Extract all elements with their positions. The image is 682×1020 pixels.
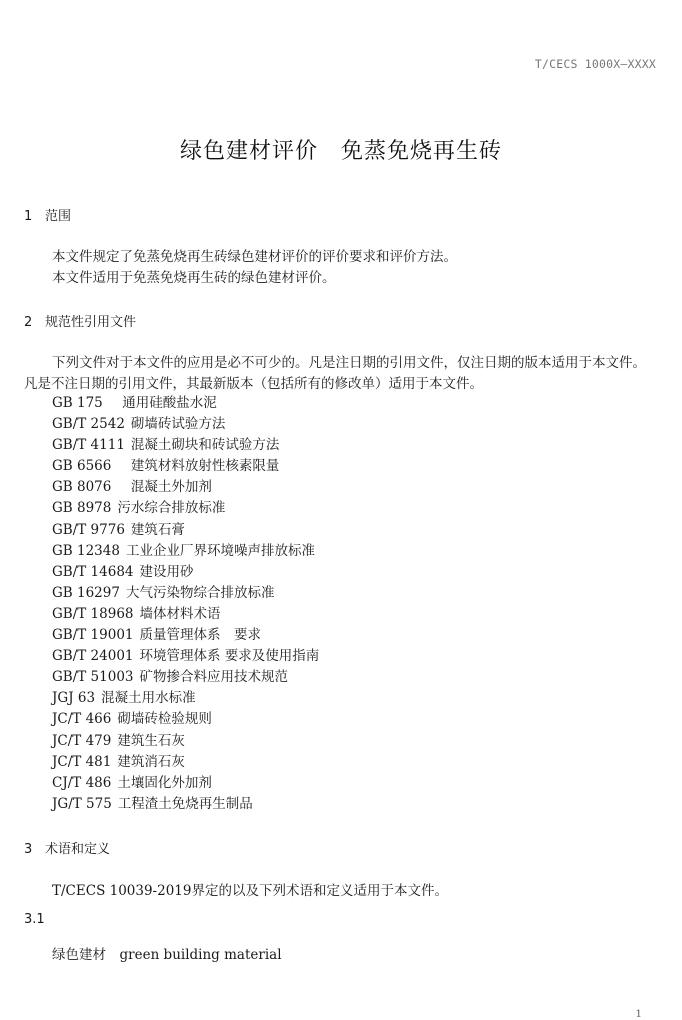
reference-code: GB 16297 xyxy=(52,584,120,601)
reference-code: GB/T 4111 xyxy=(52,437,125,454)
reference-title: 大气污染物综合排放标准 xyxy=(125,584,275,601)
reference-title: 混凝土用水标准 xyxy=(101,690,196,707)
reference-code: JGJ 63 xyxy=(52,690,96,707)
reference-code: JC/T 481 xyxy=(52,753,112,770)
reference-item xyxy=(52,435,319,456)
reference-title: 建设用砂 xyxy=(139,563,194,580)
reference-item xyxy=(52,667,319,688)
reference-code: JG/T 575 xyxy=(52,795,112,812)
section-1-heading xyxy=(24,205,71,224)
reference-title: 污水综合排放标准 xyxy=(117,500,226,517)
reference-item xyxy=(52,414,319,435)
reference-title: 矿物掺合料应用技术规范 xyxy=(139,669,288,686)
section-title: 规范性引用文件 xyxy=(45,315,137,330)
scope-paragraph: 本文件规定了免蒸免烧再生砖绿色建材评价的评价要求和评价方法。 xyxy=(52,249,457,265)
reference-code: GB/T 18968 xyxy=(52,605,134,622)
reference-code: GB/T 9776 xyxy=(52,521,125,538)
scope-paragraph: 本文件适用于免蒸免烧再生砖的绿色建材评价。 xyxy=(52,270,336,286)
reference-item xyxy=(52,583,319,604)
reference-item xyxy=(52,773,319,794)
reference-title: 墙体材料术语 xyxy=(139,605,221,622)
reference-code: GB/T 14684 xyxy=(52,563,134,580)
reference-item xyxy=(52,709,319,730)
section-3-heading xyxy=(24,838,110,857)
reference-code: GB 175 xyxy=(52,395,103,411)
reference-item xyxy=(52,752,319,773)
terms-intro-paragraph: T/CECS 10039-2019界定的以及下列术语和定义适用于本文件。 xyxy=(52,883,448,899)
page-number: 1 xyxy=(635,1008,642,1020)
section-number: 2 xyxy=(24,315,33,330)
reference-item xyxy=(52,477,319,498)
reference-code: GB/T 51003 xyxy=(52,669,134,686)
reference-title: 混凝土砌块和砖试验方法 xyxy=(130,437,280,454)
reference-title: 建筑石膏 xyxy=(130,521,185,538)
reference-item xyxy=(52,604,319,625)
reference-title: 建筑消石灰 xyxy=(117,753,185,770)
reference-item xyxy=(52,688,319,709)
reference-code: JC/T 479 xyxy=(52,732,112,749)
reference-title: 工业企业厂界环境噪声排放标准 xyxy=(125,542,315,559)
subclause-number: 3.1 xyxy=(24,912,45,927)
reference-title: 混凝土外加剂 xyxy=(117,479,212,496)
reference-item xyxy=(52,456,319,477)
reference-code: GB/T 2542 xyxy=(52,416,125,433)
reference-code: GB 8978 xyxy=(52,500,112,517)
section-number: 3 xyxy=(24,842,33,857)
reference-title: 砌墙砖试验方法 xyxy=(130,416,226,433)
document-title: 绿色建材评价 免蒸免烧再生砖 xyxy=(179,139,502,164)
reference-code: GB/T 19001 xyxy=(52,627,134,644)
normative-intro-line-1: 下列文件对于本文件的应用是必不可少的。凡是注日期的引用文件，仅注日期的版本适用于本文件。 xyxy=(52,355,646,371)
reference-code: GB 8076 xyxy=(52,479,112,496)
subclause-3-1-heading xyxy=(24,912,45,927)
reference-title: 土壤固化外加剂 xyxy=(117,774,212,791)
term-entry: 绿色建材 green building material xyxy=(52,947,282,963)
reference-item xyxy=(52,646,319,667)
reference-code: GB 12348 xyxy=(52,542,120,559)
reference-item xyxy=(52,794,319,815)
reference-item xyxy=(52,393,319,414)
reference-item xyxy=(52,520,319,541)
reference-item xyxy=(52,731,319,752)
reference-list xyxy=(52,393,319,815)
reference-code: GB 6566 xyxy=(52,458,112,475)
normative-intro-line-2: 凡是不注日期的引用文件，其最新版本（包括所有的修改单）适用于本文件。 xyxy=(24,376,483,392)
reference-code: CJ/T 486 xyxy=(52,774,112,791)
reference-code: GB/T 24001 xyxy=(52,648,134,665)
document-code-header: T/CECS 1000X—XXXX xyxy=(534,57,656,71)
section-number: 1 xyxy=(24,209,33,224)
section-2-heading xyxy=(24,311,136,330)
reference-item xyxy=(52,562,319,583)
reference-title: 建筑材料放射性核素限量 xyxy=(117,458,280,475)
reference-item xyxy=(52,541,319,562)
reference-title: 工程渣土免烧再生制品 xyxy=(117,795,253,812)
reference-item xyxy=(52,498,319,519)
section-title: 范围 xyxy=(45,209,72,224)
reference-title: 通用硅酸盐水泥 xyxy=(108,395,217,411)
reference-title: 质量管理体系 要求 xyxy=(139,627,261,644)
reference-title: 环境管理体系 要求及使用指南 xyxy=(139,648,320,665)
reference-title: 建筑生石灰 xyxy=(117,732,185,749)
reference-title: 砌墙砖检验规则 xyxy=(117,711,212,728)
reference-item xyxy=(52,625,319,646)
reference-code: JC/T 466 xyxy=(52,711,112,728)
section-title: 术语和定义 xyxy=(45,842,111,857)
